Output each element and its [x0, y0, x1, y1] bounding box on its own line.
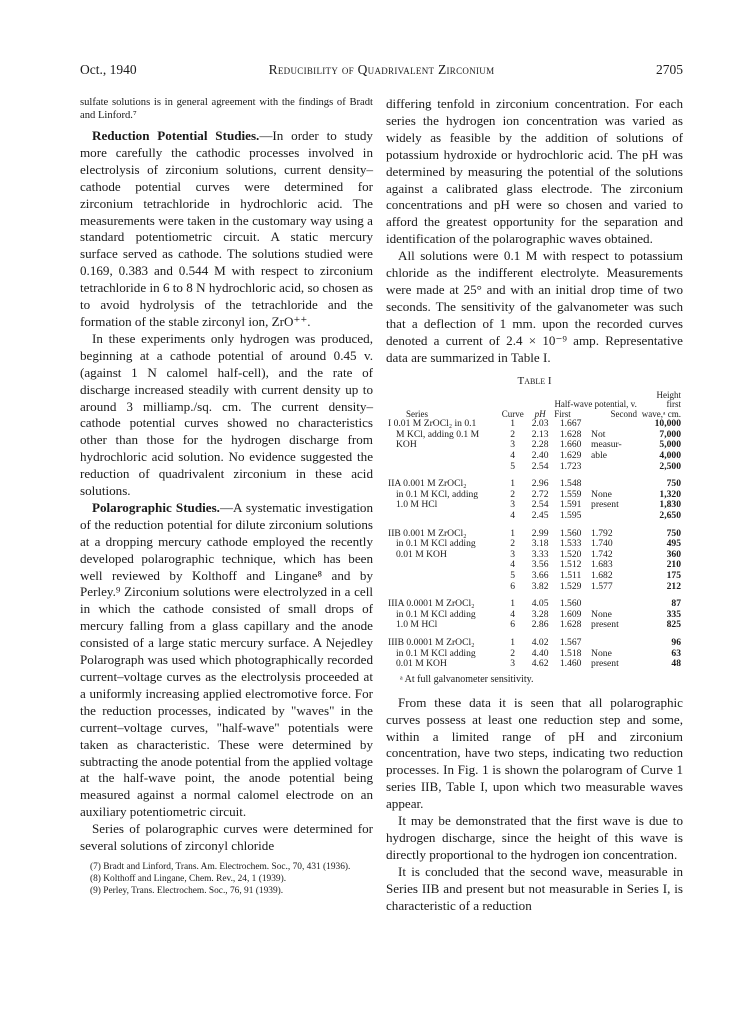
first-potential-cell: 1.591 — [559, 499, 582, 511]
height-cell: 87 — [671, 598, 681, 610]
section-body-polarographic: —A systematic investigation of the reduction potential for dilute zirconium solutions at a dropping mercury cathode employed the recently developed polarographic technique, which has been well reviewed by Kolthoff and Lingane⁸ and by Perley.⁹ Zirconium solutions were electrolyzed in a cell in which the cathode consisted of small drops of mercury falling from a glass capillary and the anode consisted of a large static mercury surface. A Nejedley Polarograph was used which photographically recorded current–voltage curves as the electrolysis proceeded at a uniformly increasing applied electromotive force. For the reduction processes, indicated by "waves" in the current–voltage curves, "half-wave" potentials were taken as characteristic. These were determined by subtracting the anode potential from the applied voltage at the half-wave point, the anode potential being measured against a normal calomel electrode on an auxiliary potentiometric circuit. — [80, 499, 373, 820]
first-potential-cell: 1.609 — [559, 608, 582, 620]
ph-cell: 3.28 — [531, 608, 549, 620]
curve-cell: 2 — [510, 647, 516, 659]
table-footnote: ᵃ At full galvanometer sensitivity. — [400, 673, 534, 685]
second-potential-cell: present — [591, 619, 619, 631]
height-cell: 335 — [666, 608, 681, 620]
ph-cell: 2.72 — [531, 488, 549, 500]
curve-cell: 3 — [510, 658, 516, 670]
height-cell: 48 — [671, 658, 681, 670]
paragraph-reduction-potential — [80, 128, 373, 331]
table-row — [386, 511, 683, 522]
second-potential-cell: able — [591, 450, 608, 462]
series-label-cell — [386, 571, 497, 582]
table-header-row — [386, 391, 683, 420]
curve-cell: 6 — [510, 580, 516, 592]
curve-cell: 5 — [510, 570, 516, 581]
paragraph-hydrogen: In these experiments only hydrogen was produced, beginning at a cathode potential of around 0.45 v. (against 1 N calomel half-cell), and the rate of discharge increased steadily with current density up to around 3 milliamp./sq. cm. The current density–cathode potential curves showed no characteristics other than those for the hydrogen discharge from hydrochloric acid solution. No evidence suggested the reduction of quadrivalent zirconium in these acid solutions. — [80, 330, 373, 499]
first-potential-cell: 1.529 — [559, 580, 582, 592]
col-first: First — [554, 408, 571, 419]
first-potential-cell: 1.667 — [559, 418, 582, 430]
first-potential-cell: 1.660 — [559, 439, 582, 451]
series-label-cell: KOH — [396, 439, 417, 451]
ph-cell: 3.56 — [531, 559, 549, 571]
paragraph-concluded: It is concluded that the second wave, measurable in Series IIB and present but not measurable in Series I, is characteristic of a reduction — [386, 863, 683, 913]
height-cell: 750 — [666, 527, 681, 539]
second-potential-cell: 1.792 — [591, 527, 613, 539]
second-potential-cell: 1.683 — [591, 559, 613, 571]
height-cell: 1,830 — [659, 499, 681, 511]
second-potential-cell — [589, 462, 639, 473]
col-ph: pH — [534, 408, 546, 419]
ph-cell: 2.96 — [531, 478, 549, 490]
ph-cell: 2.54 — [531, 460, 549, 472]
first-potential-cell: 1.723 — [559, 460, 582, 472]
running-header — [80, 62, 683, 80]
first-potential-cell: 1.560 — [559, 598, 582, 610]
curve-cell: 1 — [510, 418, 516, 430]
height-cell: 360 — [666, 548, 681, 560]
curve-cell: 2 — [510, 538, 516, 550]
table-row — [386, 582, 683, 593]
curve-cell: 1 — [510, 598, 516, 610]
second-potential-cell: None — [591, 608, 612, 620]
first-potential-cell: 1.567 — [559, 636, 582, 648]
ph-cell: 2.99 — [531, 527, 549, 539]
section-body-reduction: —In order to study more carefully the cathodic processes involved in electrolysis of zirconium solutions, current density–cathode potential curves were determined for zirconium tetrachloride in hydrochloric acid. The measurements were taken in the customary way using a standard potentiometric circuit. A static mercury surface served as cathode. The solutions studied were 0.169, 0.383 and 0.544 M with respect to zirconium tetrachloride in 6 to 8 N hydrochloric acid, so chosen as to avoid hydrolysis of the tetrachloride and the formation of the stable zirconyl ion, ZrO⁺⁺. — [80, 128, 373, 329]
second-potential-cell: present — [591, 499, 619, 511]
height-cell: 1,320 — [659, 488, 681, 500]
ph-cell: 2.03 — [531, 418, 549, 430]
paragraph-series: Series of polarographic curves were determined for several solutions of zirconyl chloride — [80, 821, 373, 854]
second-potential-cell — [589, 631, 639, 649]
table-row — [386, 620, 683, 631]
series-label-cell: in 0.1 M KCl adding — [396, 538, 476, 550]
height-cell: 2,650 — [659, 510, 681, 522]
curve-cell: 1 — [510, 527, 516, 539]
height-cell: 212 — [666, 580, 681, 592]
height-cell: 2,500 — [659, 460, 681, 472]
paragraph-polarographic — [80, 500, 373, 821]
first-potential-cell: 1.548 — [559, 478, 582, 490]
paragraph-hydrogen-wave: It may be demonstrated that the first wave is due to hydrogen discharge, since the height of this wave is directly proportional to the hydrogen ion concentration. — [386, 813, 683, 862]
ph-cell: 2.54 — [531, 499, 549, 511]
second-potential-cell: None — [591, 488, 612, 500]
second-potential-cell: 1.577 — [591, 580, 613, 592]
header-title: Reducibility of Quadrivalent Zirconium — [268, 62, 495, 77]
footnote-9: (9) Perley, Trans. Electrochem. Soc., 76, 91 (1939). — [90, 885, 284, 896]
table-row — [386, 522, 683, 540]
paragraph-tenfold: differing tenfold in zirconium concentration. For each series the hydrogen ion concentration was varied as widely as feasible by the addition of solutions of potassium hydroxide or hydrochloric acid. The pH was determined by measuring the potential of the solutions against a calibrated glass electrode. The zirconium concentrations and pH were so chosen and varied to afford the greatest opportunity for the separation and identification of the polarographic waves obtained. — [386, 96, 683, 247]
second-potential-cell: present — [591, 658, 619, 670]
series-label-cell: 1.0 M HCl — [396, 619, 438, 631]
height-cell: 175 — [666, 570, 681, 581]
table-caption: Table I — [517, 374, 552, 387]
col-series: Series — [406, 408, 428, 419]
height-cell: 750 — [666, 478, 681, 490]
first-potential-cell: 1.518 — [559, 647, 582, 659]
col-halfwave-title: Half-wave potential, v. — [554, 399, 637, 410]
ph-cell: 3.66 — [531, 570, 549, 581]
first-potential-cell: 1.628 — [559, 619, 582, 631]
curve-cell: 3 — [510, 548, 516, 560]
col-halfwave — [552, 391, 639, 420]
ph-cell: 4.62 — [531, 658, 549, 670]
first-potential-cell: 1.628 — [559, 428, 582, 440]
first-potential-cell: 1.460 — [559, 658, 582, 670]
second-potential-cell — [589, 511, 639, 522]
series-label-cell: in 0.1 M KCl adding — [396, 608, 476, 620]
height-cell: 825 — [666, 619, 681, 631]
curve-cell: 6 — [510, 619, 516, 631]
right-column — [386, 96, 683, 915]
curve-cell: 1 — [510, 636, 516, 648]
ph-cell: 2.40 — [531, 450, 549, 462]
paragraph-from-these: From these data it is seen that all polarographic curves possess at least one reduction step and some, within a limited range of pH and zirconium concentration, have two steps, indicating two reduction processes. In Fig. 1 is shown the polarogram of Curve 1 series IIB, Table I, upon which two measurable waves appear. — [386, 694, 683, 812]
first-potential-cell: 1.629 — [559, 450, 582, 462]
series-label-cell — [386, 582, 497, 593]
series-label-cell — [386, 560, 497, 571]
table-row — [386, 592, 683, 610]
series-label-cell — [386, 462, 497, 473]
curve-cell: 3 — [510, 439, 516, 451]
second-potential-cell: 1.682 — [591, 570, 613, 581]
col-second: Second — [610, 408, 637, 419]
curve-cell: 2 — [510, 428, 516, 440]
table-row — [386, 462, 683, 473]
series-label-cell — [386, 511, 497, 522]
section-heading-reduction: Reduction Potential Studies. — [92, 128, 260, 143]
footnote-8: (8) Kolthoff and Lingane, Chem. Rev., 24, 1 (1939). — [90, 873, 287, 884]
second-potential-cell: 1.740 — [591, 538, 613, 550]
series-label-cell: 0.01 M KOH — [396, 658, 447, 670]
second-potential-cell — [589, 592, 639, 610]
height-cell: 10,000 — [654, 418, 681, 430]
height-cell: 495 — [666, 538, 681, 550]
curve-cell: 2 — [510, 488, 516, 500]
second-potential-cell — [589, 472, 639, 490]
curve-cell: 4 — [510, 559, 516, 571]
section-heading-polarographic: Polarographic Studies. — [92, 499, 220, 515]
paragraph-continued: sulfate solutions is in general agreement with the findings of Bradt and Linford.⁷ — [80, 97, 373, 121]
first-potential-cell: 1.560 — [559, 527, 582, 539]
ph-cell: 2.86 — [531, 619, 549, 631]
height-cell: 63 — [671, 647, 681, 659]
ph-cell: 2.13 — [531, 428, 549, 440]
second-potential-cell: 1.742 — [591, 548, 613, 560]
series-label-cell: IIIB 0.0001 M ZrOCl₂ — [388, 636, 475, 648]
second-potential-cell: measur- — [591, 439, 622, 451]
height-cell: 5,000 — [659, 439, 681, 451]
col-height: Height first wave,ᵃ cm. — [641, 389, 681, 419]
header-date: Oct., 1940 — [80, 62, 137, 77]
series-label-cell: 0.01 M KOH — [396, 548, 447, 560]
ph-cell: 4.02 — [531, 636, 549, 648]
second-potential-cell: Not — [591, 428, 606, 440]
series-label-cell: IIIA 0.0001 M ZrOCl₂ — [388, 598, 475, 610]
series-label-cell: in 0.1 M KCl, adding — [396, 488, 479, 500]
series-label-cell: 1.0 M HCl — [396, 499, 438, 511]
first-potential-cell: 1.559 — [559, 488, 582, 500]
curve-cell: 4 — [510, 450, 516, 462]
curve-cell: 4 — [510, 608, 516, 620]
left-column — [80, 96, 373, 897]
series-label-cell: IIA 0.001 M ZrOCl₂ — [388, 478, 467, 490]
series-label-cell: M KCl, adding 0.1 M — [396, 428, 480, 440]
footnotes — [80, 861, 373, 897]
height-cell: 96 — [671, 636, 681, 648]
table-body — [386, 419, 683, 669]
height-cell: 7,000 — [659, 428, 681, 440]
first-potential-cell: 1.595 — [559, 510, 582, 522]
ph-cell: 3.18 — [531, 538, 549, 550]
ph-cell: 4.05 — [531, 598, 549, 610]
table-row — [386, 571, 683, 582]
first-potential-cell: 1.533 — [559, 538, 582, 550]
page-number: 2705 — [656, 62, 683, 77]
series-label-cell: in 0.1 M KCl adding — [396, 647, 476, 659]
col-curve: Curve — [501, 408, 524, 419]
paragraph-solutions: All solutions were 0.1 M with respect to potassium chloride as the indifferent electrolyte. Measurements were made at 25° and with an initial drop time of two seconds. The sensitivity of the galvanometer was such that a deflection of 1 mm. upon the recorded curves denoted a current of 2.4 × 10⁻⁹ amp. Representative data are summarized in Table I. — [386, 248, 683, 365]
curve-cell: 1 — [510, 478, 516, 490]
table-row — [386, 659, 683, 670]
curve-cell: 4 — [510, 510, 516, 522]
series-label-cell — [386, 451, 497, 462]
table-row — [386, 472, 683, 490]
height-cell: 210 — [666, 559, 681, 571]
series-label-cell: I 0.01 M ZrOCl₂ in 0.1 — [388, 418, 477, 430]
ph-cell: 3.33 — [531, 548, 549, 560]
data-table — [386, 391, 683, 670]
ph-cell: 4.40 — [531, 647, 549, 659]
second-potential-cell: None — [591, 647, 612, 659]
first-potential-cell: 1.520 — [559, 548, 582, 560]
curve-cell: 5 — [510, 460, 516, 472]
first-potential-cell: 1.511 — [560, 570, 582, 581]
series-label-cell: IIB 0.001 M ZrOCl₂ — [388, 527, 467, 539]
ph-cell: 3.82 — [531, 580, 549, 592]
ph-cell: 2.28 — [531, 439, 549, 451]
footnote-7: (7) Bradt and Linford, Trans. Am. Electrochem. Soc., 70, 431 (1936). — [90, 861, 351, 872]
ph-cell: 2.45 — [531, 510, 549, 522]
height-cell: 4,000 — [659, 450, 681, 462]
first-potential-cell: 1.512 — [559, 559, 582, 571]
curve-cell: 3 — [510, 499, 516, 511]
table-row — [386, 631, 683, 649]
